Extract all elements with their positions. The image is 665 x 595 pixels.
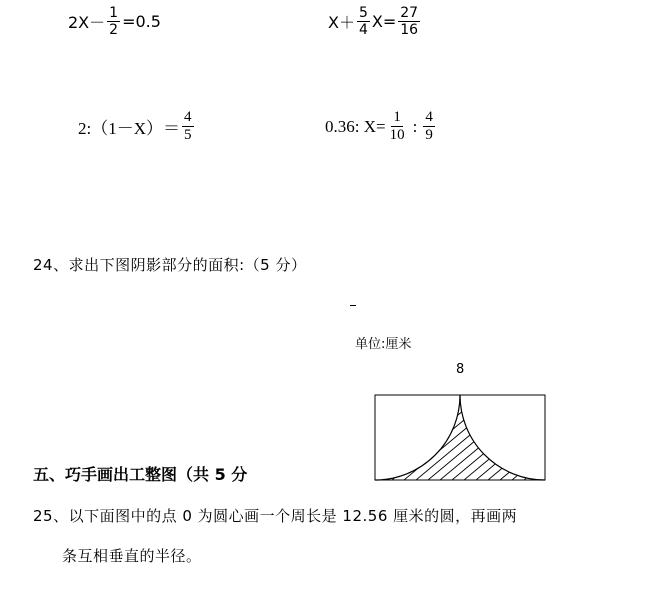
fraction-numerator: 1 — [109, 5, 119, 21]
equation-3-left: 2:（1－X）＝ — [78, 119, 180, 138]
equation-4-left: 0.36: X= — [325, 116, 386, 136]
question-25-line-2: 条互相垂直的半径。 — [62, 547, 202, 565]
question-24: 24、求出下图阴影部分的面积:（5 分） — [33, 256, 307, 274]
fraction-denominator: 10 — [389, 127, 405, 143]
rectangle-outline — [375, 395, 545, 480]
fraction-numerator: 4 — [425, 109, 433, 125]
hatch-pattern — [356, 400, 620, 500]
fraction-numerator: 1 — [393, 109, 401, 125]
right-edge-mask — [546, 396, 566, 481]
fraction-numerator: 4 — [184, 109, 192, 125]
equation-2-middle: X= — [371, 12, 397, 31]
section-5-title: 五、巧手画出工整图（共 5 分 — [33, 465, 248, 484]
equation-1-right: =0.5 — [122, 12, 161, 31]
equation-2-left: X＋ — [328, 13, 355, 32]
equation-1-left: 2X－ — [68, 13, 106, 32]
unit-label: 单位:厘米 — [355, 337, 412, 352]
fraction-denominator: 9 — [425, 127, 433, 143]
question-25-line-1: 25、以下面图中的点 0 为圆心画一个周长是 12.56 厘米的圆，再画两 — [33, 507, 518, 525]
fraction-numerator: 5 — [358, 5, 368, 21]
fraction-denominator: 16 — [400, 22, 419, 38]
left-quarter-arc — [375, 395, 460, 480]
right-quarter-arc — [460, 395, 545, 480]
fraction-denominator: 4 — [358, 22, 368, 38]
width-label: 8 — [456, 362, 465, 377]
fraction-denominator: 2 — [109, 22, 119, 38]
fraction-denominator: 5 — [184, 127, 192, 143]
equation-4-ratio-sign: : — [412, 116, 418, 136]
fraction-numerator: 27 — [400, 5, 419, 21]
